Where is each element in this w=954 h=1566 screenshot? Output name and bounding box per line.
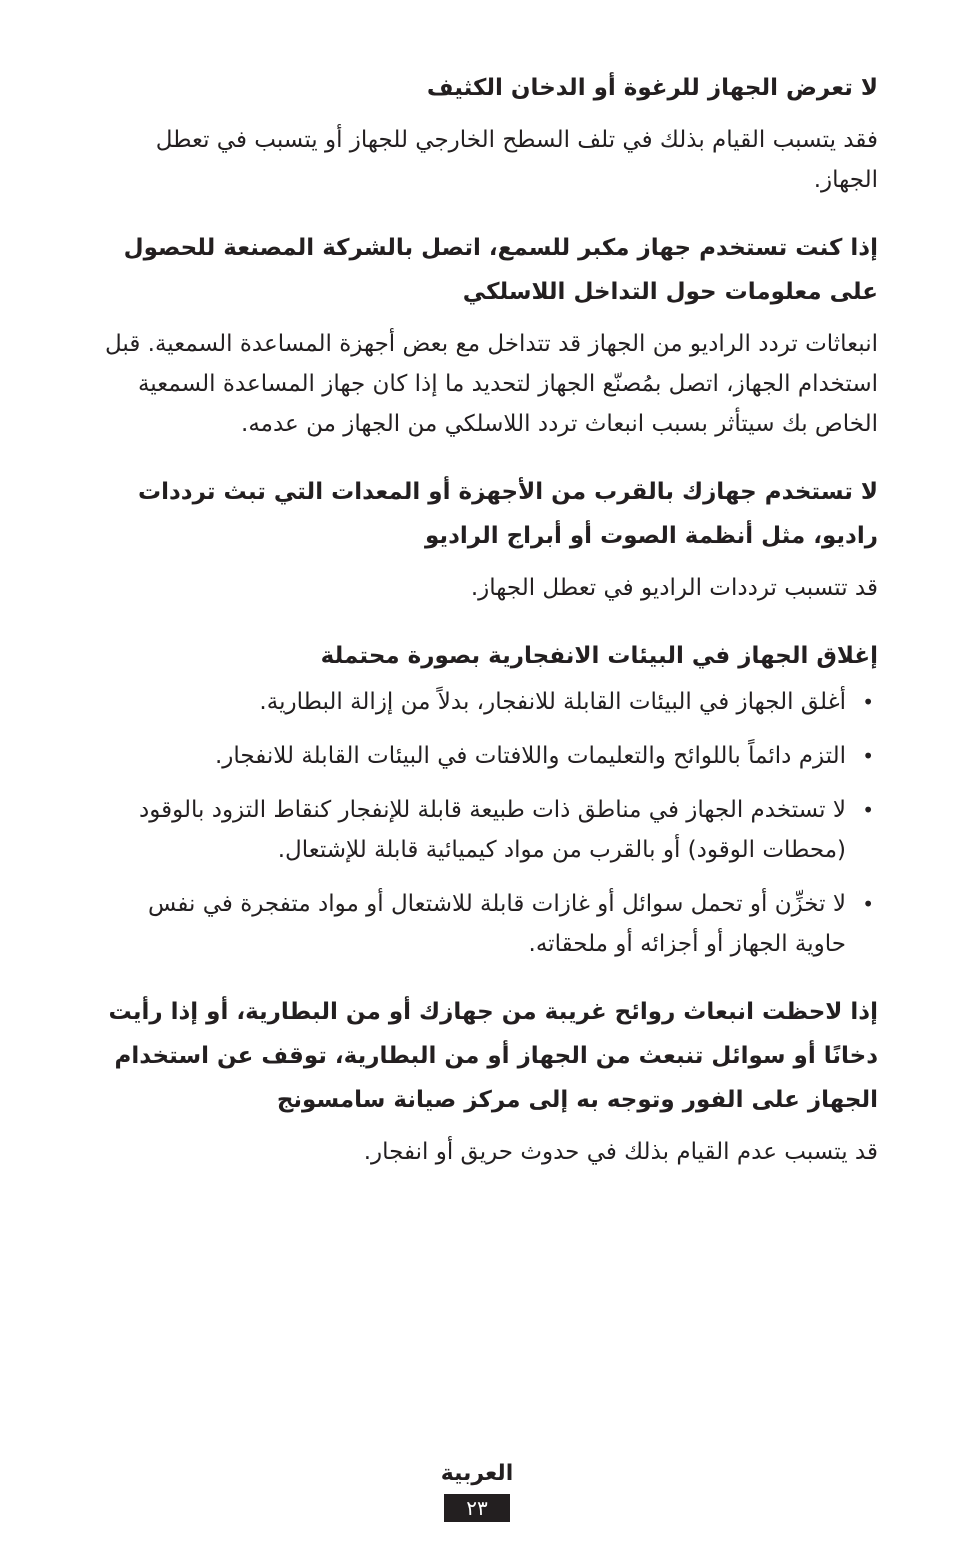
section-heading-foam-smoke: لا تعرض الجهاز للرغوة أو الدخان الكثيف — [426, 75, 878, 101]
page-content — [90, 66, 878, 1172]
page-footer — [0, 1458, 954, 1522]
list-item-text: لا تستخدم الجهاز في مناطق ذات طبيعة قابلة للإنفجار كنقاط التزود بالوقود (محطات الوقود) أو بالقرب من مواد كيميائية قابلة للإشتعال. — [138, 797, 846, 863]
section-heading-hearing-aid: إذا كنت تستخدم جهاز مكبر للسمع، اتصل بالشركة المصنعة للحصول على معلومات حول التداخل اللاسلكي — [123, 235, 878, 305]
section-body-radio-equipment: قد تتسبب ترددات الراديو في تعطل الجهاز. — [470, 575, 878, 601]
bullet-icon: • — [862, 690, 874, 714]
footer-language-label: العربية — [440, 1461, 514, 1486]
section-heading-radio-equipment: لا تستخدم جهازك بالقرب من الأجهزة أو المعدات التي تبث ترددات راديو، مثل أنظمة الصوت أو أبراج الراديو — [137, 479, 878, 549]
bullet-icon: • — [862, 892, 874, 916]
list-item — [90, 682, 878, 722]
list-item — [90, 884, 878, 964]
explosive-environments-list — [90, 682, 878, 964]
bullet-icon: • — [862, 798, 874, 822]
list-item-text: التزم دائماً باللوائح والتعليمات واللافتات في البيئات القابلة للانفجار. — [215, 743, 846, 769]
page-number-badge: ٢٣ — [444, 1494, 510, 1522]
list-item-text: أغلق الجهاز في البيئات القابلة للانفجار، بدلاً من إزالة البطارية. — [259, 689, 846, 715]
section-body-strange-smell: قد يتسبب عدم القيام بذلك في حدوث حريق أو انفجار. — [363, 1139, 878, 1165]
list-item-text: لا تخزِّن أو تحمل سوائل أو غازات قابلة للاشتعال أو مواد متفجرة في نفس حاوية الجهاز أو أجزائه أو ملحقاته. — [148, 891, 846, 957]
list-item — [90, 736, 878, 776]
section-heading-explosive-environments: إغلاق الجهاز في البيئات الانفجارية بصورة محتملة — [320, 643, 878, 669]
section-heading-strange-smell: إذا لاحظت انبعاث روائح غريبة من جهازك أو من البطارية، أو إذا رأيت دخانًا أو سوائل تنبعث من الجهاز أو من البطارية، توقف عن استخدام الجهاز على الفور وتوجه به إلى مركز صيانة سامسونج — [108, 999, 878, 1113]
list-item — [90, 790, 878, 870]
section-body-foam-smoke: فقد يتسبب القيام بذلك في تلف السطح الخارجي للجهاز أو يتسبب في تعطل الجهاز. — [155, 127, 878, 193]
section-body-hearing-aid: انبعاثات تردد الراديو من الجهاز قد تتداخل مع بعض أجهزة المساعدة السمعية. قبل استخدام الجهاز، اتصل بمُصنّع الجهاز لتحديد ما إذا كان جهاز المساعدة السمعية الخاص بك سيتأثر بسبب انبعاث تردد اللاسلكي من الجهاز من عدمه. — [104, 331, 878, 437]
bullet-icon: • — [862, 744, 874, 768]
